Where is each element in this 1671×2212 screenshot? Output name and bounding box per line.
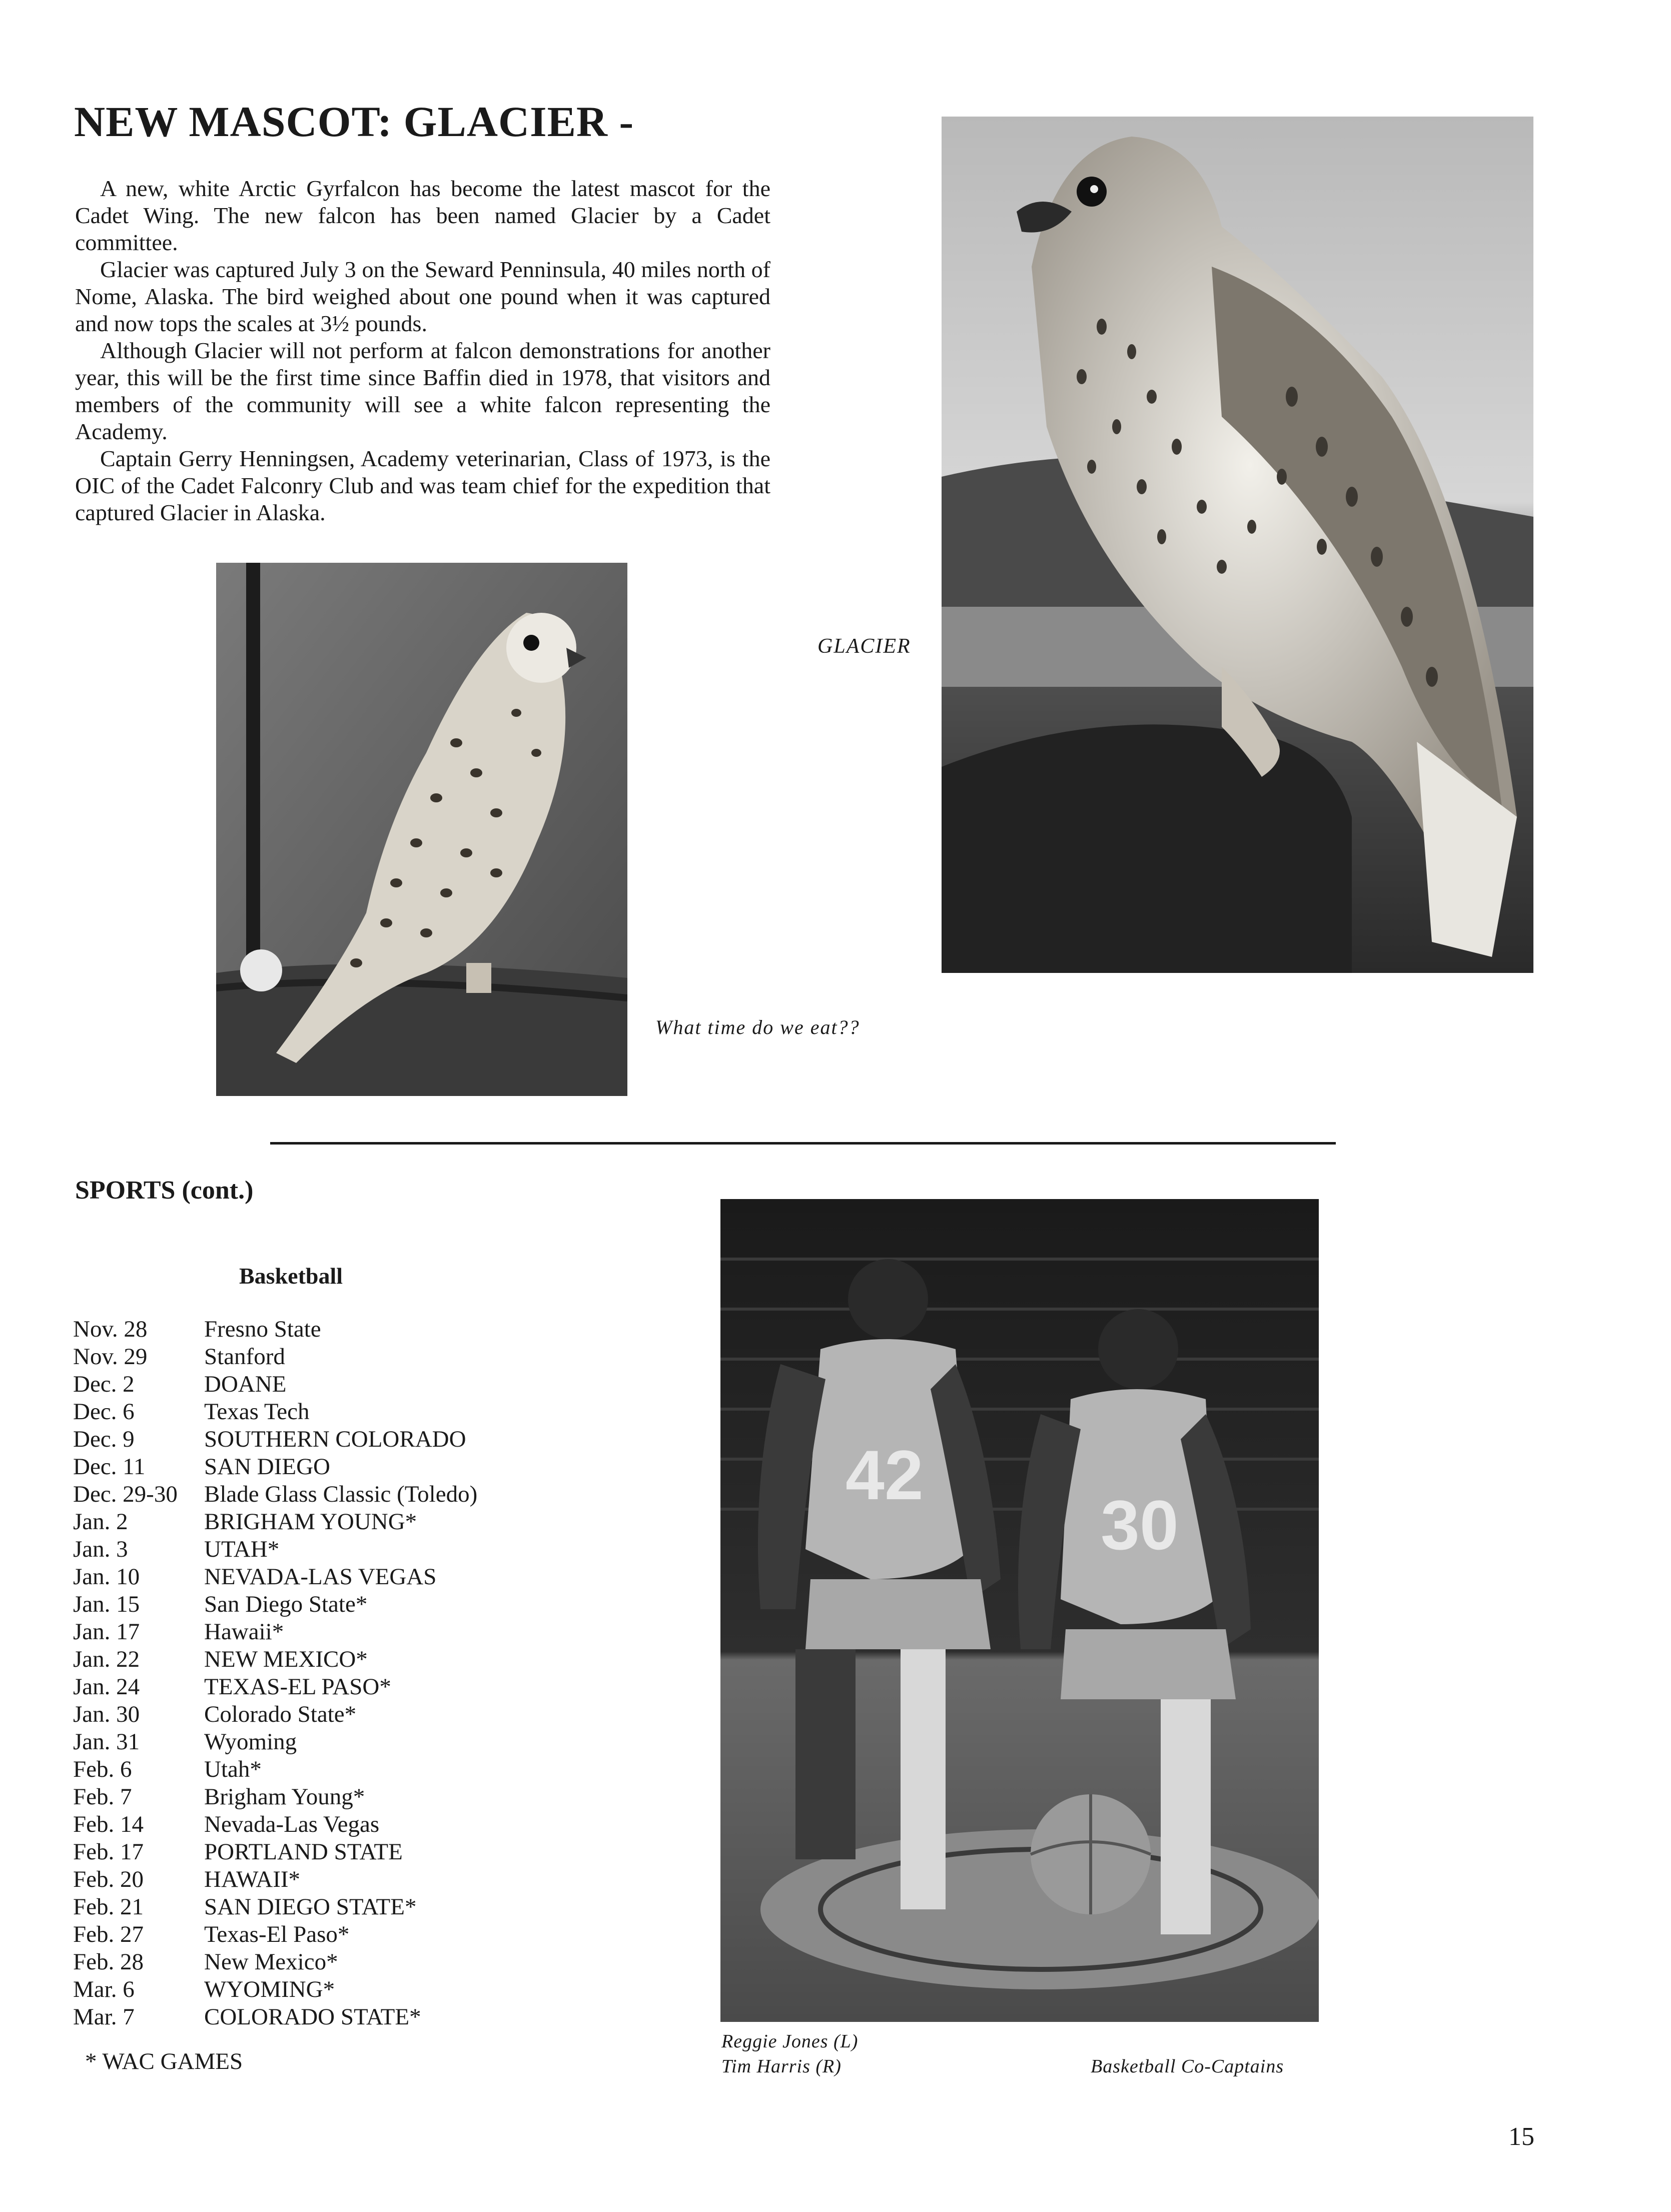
game-opponent: Blade Glass Classic (Toledo) xyxy=(204,1481,478,1507)
schedule-row xyxy=(73,2003,573,2031)
game-opponent: COLORADO STATE* xyxy=(204,2004,421,2030)
schedule-row xyxy=(73,1701,573,1728)
game-date: Dec. 2 xyxy=(73,1371,135,1397)
game-date: Feb. 7 xyxy=(73,1784,132,1810)
game-date: Feb. 27 xyxy=(73,1921,144,1947)
sports-heading: SPORTS (cont.) xyxy=(75,1176,254,1205)
game-opponent: SAN DIEGO STATE* xyxy=(204,1894,417,1920)
player-caption-right: Tim Harris (R) xyxy=(721,2056,842,2077)
schedule-row xyxy=(73,1481,573,1508)
player-caption xyxy=(721,2029,858,2079)
game-opponent: San Diego State* xyxy=(204,1591,368,1617)
schedule-row xyxy=(73,1866,573,1893)
game-opponent: Wyoming xyxy=(204,1729,297,1755)
schedule-row xyxy=(73,1948,573,1976)
game-opponent: Texas Tech xyxy=(204,1399,310,1425)
glacier-caption: GLACIER xyxy=(817,635,911,658)
article-paragraph: Glacier was captured July 3 on the Seward Penninsula, 40 miles north of Nome, Alaska. The bird weighed about one pound when it was captured and now tops the scales at 3½ pounds. xyxy=(75,257,770,336)
wac-footnote: * WAC GAMES xyxy=(85,2048,243,2074)
co-captains-caption: Basketball Co-Captains xyxy=(1091,2056,1284,2077)
game-opponent: HAWAII* xyxy=(204,1866,301,1892)
basketball-schedule xyxy=(73,1316,573,2031)
schedule-row xyxy=(73,1838,573,1866)
game-date: Jan. 10 xyxy=(73,1564,140,1590)
game-date: Jan. 15 xyxy=(73,1591,140,1617)
schedule-row xyxy=(73,1591,573,1618)
glacier-adult-photo xyxy=(942,117,1533,973)
schedule-row xyxy=(73,1756,573,1783)
game-date: Jan. 31 xyxy=(73,1729,140,1755)
game-date: Feb. 28 xyxy=(73,1949,144,1975)
basketball-heading: Basketball xyxy=(239,1263,343,1289)
schedule-row xyxy=(73,1398,573,1426)
game-opponent: SOUTHERN COLORADO xyxy=(204,1426,466,1452)
game-date: Nov. 29 xyxy=(73,1344,148,1370)
schedule-row xyxy=(73,1371,573,1398)
game-opponent: BRIGHAM YOUNG* xyxy=(204,1509,417,1535)
co-captains-photo xyxy=(720,1199,1319,2022)
article-paragraph: Captain Gerry Henningsen, Academy veterinarian, Class of 1973, is the OIC of the Cadet Falconry Club and was team chief for the expedition that captured Glacier in Alaska. xyxy=(75,446,770,525)
game-date: Dec. 29-30 xyxy=(73,1481,178,1507)
glacier-chick-photo xyxy=(216,563,627,1096)
schedule-row xyxy=(73,1316,573,1343)
game-opponent: NEVADA-LAS VEGAS xyxy=(204,1564,437,1590)
game-date: Feb. 14 xyxy=(73,1811,144,1837)
schedule-row xyxy=(73,1426,573,1453)
game-opponent: Texas-El Paso* xyxy=(204,1921,350,1947)
schedule-row xyxy=(73,1343,573,1371)
game-opponent: Fresno State xyxy=(204,1316,321,1342)
game-opponent: Utah* xyxy=(204,1756,262,1782)
player-caption-left: Reggie Jones (L) xyxy=(721,2031,859,2052)
schedule-row xyxy=(73,1811,573,1838)
jersey-number-left: 42 xyxy=(846,1436,924,1514)
schedule-row xyxy=(73,1921,573,1948)
game-opponent: UTAH* xyxy=(204,1536,280,1562)
section-divider xyxy=(270,1142,1336,1145)
article-paragraph: Although Glacier will not perform at falcon demonstrations for another year, this will be the first time since Baffin died in 1978, that visitors and members of the community will see a white falcon representing the Academy. xyxy=(75,338,770,444)
game-date: Dec. 11 xyxy=(73,1454,146,1480)
article-title: NEW MASCOT: GLACIER - xyxy=(74,98,634,146)
game-opponent: Colorado State* xyxy=(204,1701,357,1727)
schedule-row xyxy=(73,1728,573,1756)
schedule-row xyxy=(73,1976,573,2003)
game-date: Feb. 21 xyxy=(73,1894,144,1920)
game-date: Jan. 30 xyxy=(73,1701,140,1727)
schedule-row xyxy=(73,1536,573,1563)
game-date: Jan. 2 xyxy=(73,1509,128,1535)
game-opponent: NEW MEXICO* xyxy=(204,1646,368,1672)
game-date: Mar. 7 xyxy=(73,2004,135,2030)
game-opponent: New Mexico* xyxy=(204,1949,338,1975)
game-date: Dec. 9 xyxy=(73,1426,135,1452)
game-opponent: Brigham Young* xyxy=(204,1784,365,1810)
schedule-row xyxy=(73,1453,573,1481)
schedule-row xyxy=(73,1783,573,1811)
schedule-row xyxy=(73,1563,573,1591)
schedule-row xyxy=(73,1618,573,1646)
game-opponent: Stanford xyxy=(204,1344,285,1370)
schedule-row xyxy=(73,1673,573,1701)
game-date: Jan. 22 xyxy=(73,1646,140,1672)
article-paragraph: A new, white Arctic Gyrfalcon has become the latest mascot for the Cadet Wing. The new falcon has been named Glacier by a Cadet committee. xyxy=(75,176,770,255)
game-opponent: WYOMING* xyxy=(204,1976,335,2002)
schedule-row xyxy=(73,1893,573,1921)
game-date: Nov. 28 xyxy=(73,1316,148,1342)
game-date: Feb. 20 xyxy=(73,1866,144,1892)
game-date: Jan. 17 xyxy=(73,1619,140,1645)
game-date: Jan. 24 xyxy=(73,1674,140,1700)
page-number: 15 xyxy=(1508,2122,1534,2151)
game-opponent: PORTLAND STATE xyxy=(204,1839,403,1865)
game-date: Dec. 6 xyxy=(73,1399,135,1425)
game-date: Mar. 6 xyxy=(73,1976,135,2002)
game-opponent: Hawaii* xyxy=(204,1619,284,1645)
game-opponent: SAN DIEGO xyxy=(204,1454,330,1480)
game-opponent: DOANE xyxy=(204,1371,287,1397)
schedule-row xyxy=(73,1508,573,1536)
game-date: Feb. 6 xyxy=(73,1756,132,1782)
game-date: Jan. 3 xyxy=(73,1536,128,1562)
jersey-number-right: 30 xyxy=(1101,1486,1179,1564)
article-body xyxy=(75,175,770,526)
schedule-row xyxy=(73,1646,573,1673)
game-opponent: TEXAS-EL PASO* xyxy=(204,1674,391,1700)
chick-caption: What time do we eat?? xyxy=(655,1016,860,1038)
game-date: Feb. 17 xyxy=(73,1839,144,1865)
game-opponent: Nevada-Las Vegas xyxy=(204,1811,380,1837)
